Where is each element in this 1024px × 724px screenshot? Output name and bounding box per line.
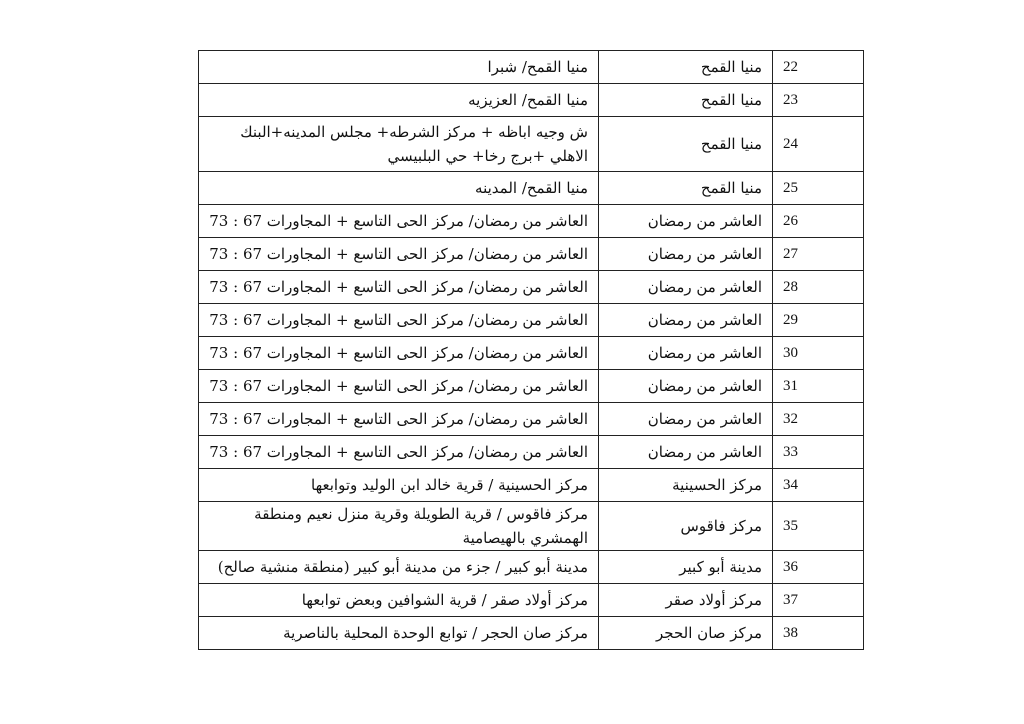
region-cell: منيا القمح xyxy=(599,172,773,205)
table-row xyxy=(199,337,864,370)
region-cell: مركز فاقوس xyxy=(599,502,773,551)
table-row xyxy=(199,304,864,337)
area-cell: مدينة أبو كبير / جزء من مدينة أبو كبير (منطقة منشية صالح) xyxy=(199,551,599,584)
table-row xyxy=(199,51,864,84)
area-cell: منيا القمح/ شبرا xyxy=(199,51,599,84)
table-row xyxy=(199,469,864,502)
region-cell: منيا القمح xyxy=(599,84,773,117)
row-number: 26 xyxy=(773,205,864,238)
region-cell: العاشر من رمضان xyxy=(599,271,773,304)
table-row xyxy=(199,436,864,469)
region-cell: العاشر من رمضان xyxy=(599,238,773,271)
table-row xyxy=(199,502,864,551)
area-cell: العاشر من رمضان/ مركز الحى التاسع + المجاورات 67 : 73 xyxy=(199,205,599,238)
table-body xyxy=(199,51,864,650)
region-cell: العاشر من رمضان xyxy=(599,205,773,238)
area-cell: مركز فاقوس / قرية الطويلة وقرية منزل نعيم ومنطقة الهمشري بالهيصامية xyxy=(199,502,599,551)
region-cell: مدينة أبو كبير xyxy=(599,551,773,584)
region-cell: العاشر من رمضان xyxy=(599,337,773,370)
row-number: 32 xyxy=(773,403,864,436)
table-row xyxy=(199,551,864,584)
table-row xyxy=(199,84,864,117)
region-cell: مركز صان الحجر xyxy=(599,617,773,650)
region-cell: منيا القمح xyxy=(599,117,773,172)
row-number: 31 xyxy=(773,370,864,403)
region-cell: العاشر من رمضان xyxy=(599,403,773,436)
area-cell: العاشر من رمضان/ مركز الحى التاسع + المجاورات 67 : 73 xyxy=(199,370,599,403)
table-row xyxy=(199,117,864,172)
row-number: 28 xyxy=(773,271,864,304)
row-number: 36 xyxy=(773,551,864,584)
table-row xyxy=(199,370,864,403)
area-cell: منيا القمح/ العزيزيه xyxy=(199,84,599,117)
area-cell: العاشر من رمضان/ مركز الحى التاسع + المجاورات 67 : 73 xyxy=(199,238,599,271)
table-row xyxy=(199,271,864,304)
table-row xyxy=(199,617,864,650)
row-number: 37 xyxy=(773,584,864,617)
region-cell: العاشر من رمضان xyxy=(599,436,773,469)
row-number: 38 xyxy=(773,617,864,650)
area-cell: ش وجيه اباظه + مركز الشرطه+ مجلس المدينه+البنك الاهلي +برج رخا+ حي البلبيسي xyxy=(199,117,599,172)
row-number: 34 xyxy=(773,469,864,502)
table-row xyxy=(199,172,864,205)
row-number: 33 xyxy=(773,436,864,469)
area-cell: العاشر من رمضان/ مركز الحى التاسع + المجاورات 67 : 73 xyxy=(199,304,599,337)
area-cell: العاشر من رمضان/ مركز الحى التاسع + المجاورات 67 : 73 xyxy=(199,337,599,370)
area-cell: مركز صان الحجر / توابع الوحدة المحلية بالناصرية xyxy=(199,617,599,650)
region-cell: مركز أولاد صقر xyxy=(599,584,773,617)
table-row xyxy=(199,205,864,238)
region-cell: العاشر من رمضان xyxy=(599,370,773,403)
row-number: 22 xyxy=(773,51,864,84)
row-number: 24 xyxy=(773,117,864,172)
locations-table xyxy=(198,50,864,650)
row-number: 35 xyxy=(773,502,864,551)
table-row xyxy=(199,403,864,436)
row-number: 29 xyxy=(773,304,864,337)
area-cell: العاشر من رمضان/ مركز الحى التاسع + المجاورات 67 : 73 xyxy=(199,271,599,304)
row-number: 30 xyxy=(773,337,864,370)
area-cell: العاشر من رمضان/ مركز الحى التاسع + المجاورات 67 : 73 xyxy=(199,436,599,469)
table-row xyxy=(199,238,864,271)
region-cell: منيا القمح xyxy=(599,51,773,84)
row-number: 25 xyxy=(773,172,864,205)
area-cell: منيا القمح/ المدينه xyxy=(199,172,599,205)
region-cell: مركز الحسينية xyxy=(599,469,773,502)
row-number: 23 xyxy=(773,84,864,117)
area-cell: العاشر من رمضان/ مركز الحى التاسع + المجاورات 67 : 73 xyxy=(199,403,599,436)
region-cell: العاشر من رمضان xyxy=(599,304,773,337)
area-cell: مركز أولاد صقر / قرية الشوافين وبعض توابعها xyxy=(199,584,599,617)
row-number: 27 xyxy=(773,238,864,271)
table-row xyxy=(199,584,864,617)
area-cell: مركز الحسينية / قرية خالد ابن الوليد وتوابعها xyxy=(199,469,599,502)
